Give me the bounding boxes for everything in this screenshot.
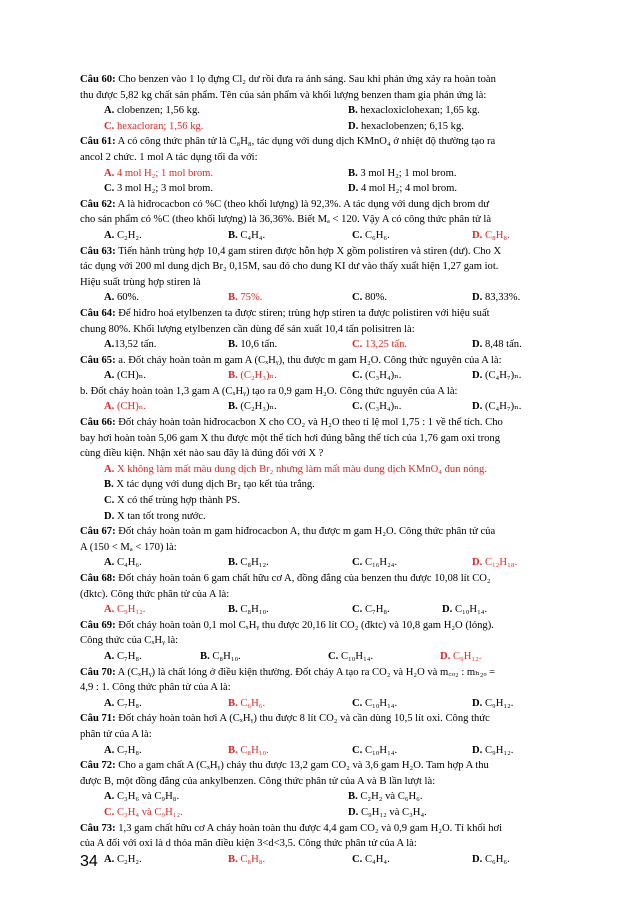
answer-option[interactable]	[104, 228, 142, 244]
option-text: C₄H₄.	[237, 229, 266, 241]
option-text: C₂H₂.	[114, 229, 142, 241]
answer-option[interactable]	[104, 602, 145, 618]
option-text: C₆H₆.	[237, 697, 266, 709]
question-text: được B, một đồng đẳng của ankylbenzen. Công thức phân tử của A và B lần lượt là:	[80, 775, 436, 787]
question-text: Hiệu suất trùng hợp stiren là	[80, 276, 201, 288]
question-12	[80, 711, 598, 758]
option-key: B.	[348, 791, 358, 803]
document-body	[80, 72, 598, 867]
question-10	[80, 618, 598, 665]
question-text: Cho benzen vào 1 lọ đựng Cl₂ dư rồi đưa ra ánh sáng. Sau khi phản ứng xảy ra hoàn toàn	[115, 74, 496, 85]
question-text: A (CₓHᵧ) là chất lỏng ở điều kiện thường. Đốt cháy A tạo ra CO₂ và H₂O và m꜀ₒ₂ : mₕ₂ₒ =	[115, 666, 496, 678]
option-key: A.	[104, 853, 115, 865]
answer-option[interactable]	[104, 555, 142, 571]
answer-option[interactable]	[348, 805, 427, 821]
option-text: clobenzen; 1,56 kg.	[114, 105, 200, 117]
answer-option[interactable]	[472, 290, 520, 306]
option-text: C₁₀H₁₄.	[338, 650, 374, 662]
answer-option[interactable]	[472, 743, 513, 759]
answer-option[interactable]	[104, 805, 183, 821]
question-text: A có công thức phân tử là C₈H₈, tác dụng với dung dịch KMnO₄ ở nhiệt độ thường tạo ra	[115, 136, 496, 148]
option-key: C.	[352, 697, 363, 709]
option-text: C₁₀H₁₄.	[362, 744, 398, 756]
option-text: C₂H₂.	[114, 853, 142, 865]
question-text-line	[80, 353, 598, 369]
option-key: D.	[472, 697, 483, 709]
question-6	[80, 384, 598, 415]
question-text: 4,9 : 1. Công thức phân tử của A là:	[80, 682, 231, 694]
answer-option[interactable]	[104, 337, 156, 353]
option-text: C₁₂H₁₈.	[482, 557, 518, 569]
answer-option[interactable]	[228, 228, 265, 244]
answer-option[interactable]	[228, 743, 269, 759]
question-text-line	[80, 633, 598, 649]
question-4	[80, 306, 598, 353]
option-key: A.	[104, 292, 115, 304]
option-key: A.	[104, 370, 115, 382]
answer-option[interactable]	[472, 368, 521, 384]
question-7	[80, 415, 598, 524]
option-key: B.	[228, 697, 238, 709]
question-label: Câu 65:	[80, 354, 116, 366]
question-text: cho sản phẩm có %C (theo khối lượng) là 36,36%. Biết Mₐ < 120. Vậy A có công thức phân tử là	[80, 214, 492, 226]
question-label: Câu 68:	[80, 573, 116, 584]
question-label: Câu 72:	[80, 760, 116, 772]
option-key: D.	[472, 292, 483, 304]
option-key: C.	[104, 183, 115, 195]
answer-option[interactable]	[228, 696, 265, 712]
option-text: C₁₀H₁₄.	[362, 697, 398, 709]
question-1	[80, 134, 598, 196]
answer-option[interactable]	[104, 103, 200, 119]
answer-option[interactable]	[348, 166, 456, 182]
option-key: B.	[228, 604, 238, 616]
answer-option[interactable]	[440, 649, 481, 665]
answer-option[interactable]	[228, 368, 277, 384]
answer-option[interactable]	[104, 743, 142, 759]
question-text-line	[80, 322, 598, 338]
question-label: Câu 61:	[80, 136, 116, 148]
option-text: 4 mol H₂; 4 mol brom.	[358, 183, 458, 195]
option-key: C.	[328, 650, 339, 662]
option-text: C₈H₁₀.	[209, 650, 241, 662]
option-key: B.	[228, 557, 238, 569]
question-text-line	[80, 150, 598, 166]
answer-option[interactable]	[352, 228, 390, 244]
answer-option[interactable]	[352, 852, 390, 868]
option-key: C.	[352, 853, 363, 865]
option-key: D.	[472, 370, 483, 382]
answer-option[interactable]	[104, 852, 142, 868]
question-text-line	[80, 587, 598, 603]
question-9	[80, 571, 598, 618]
question-text: b. Đốt cháy hoàn toàn 1,3 gam A (CₓHᵧ) tạo ra 0,9 gam H₂O. Công thức nguyên của A là:	[80, 385, 458, 397]
question-text-line	[80, 618, 598, 634]
answer-option[interactable]	[472, 337, 522, 353]
option-key: C.	[352, 339, 363, 351]
option-text: hexacloran; 1,56 kg.	[114, 120, 204, 132]
question-text: (đktc). Công thức phân tử của A là:	[80, 588, 230, 600]
option-text: C₈H₁₂.	[237, 557, 269, 569]
option-text: C₇H₈.	[114, 697, 142, 709]
option-text: (C₃H₄)ₙ.	[362, 370, 402, 382]
answer-option[interactable]	[104, 290, 139, 306]
question-text-line	[80, 275, 598, 291]
question-text-line	[80, 134, 598, 150]
question-text-line	[80, 836, 598, 852]
answer-option[interactable]	[352, 602, 390, 618]
answer-option[interactable]	[348, 181, 457, 197]
option-key: D.	[348, 806, 359, 818]
question-text: Đốt cháy hoàn toàn m gam hiđrocacbon A, thu được m gam H₂O. Công thức phân tử của	[115, 526, 496, 538]
question-text: Đốt cháy hoàn toàn 0,1 mol CₓHᵧ thu được 20,16 lít CO₂ (đktc) và 10,8 gam H₂O (lỏng).	[115, 619, 494, 631]
option-text: 13,25 tấn.	[362, 339, 408, 351]
question-label: Câu 71:	[80, 713, 116, 725]
question-text: Đốt cháy hoàn toàn 6 gam chất hữu cơ A, đồng đẳng của benzen thu được 10,08 lít CO₂	[115, 573, 491, 584]
question-label: Câu 69:	[80, 619, 116, 631]
answer-option[interactable]	[352, 290, 387, 306]
option-text: C₃H₆ và C₉H₈.	[114, 791, 180, 803]
answer-option[interactable]	[104, 181, 213, 197]
option-key: A.	[104, 604, 115, 616]
answer-option[interactable]	[104, 696, 142, 712]
option-key: C.	[352, 604, 363, 616]
option-text: C₉H₁₂ và C₃H₄.	[358, 806, 427, 818]
option-text: 80%.	[362, 292, 388, 304]
option-key: A.	[104, 697, 115, 709]
answer-option[interactable]	[104, 368, 146, 384]
answer-option[interactable]	[104, 462, 487, 478]
option-key: B.	[228, 370, 238, 382]
question-text: thu được 5,82 kg chất sản phẩm. Tên của sản phẩm và khối lượng benzen tham gia phản ứng là:	[80, 89, 487, 101]
option-key: C.	[104, 120, 115, 132]
option-text: (CH)ₙ.	[114, 370, 146, 382]
answer-option[interactable]	[328, 649, 373, 665]
option-text: C₁₀H₁₄.	[452, 604, 488, 616]
option-text: C₆H₆.	[482, 853, 510, 865]
question-3	[80, 244, 598, 306]
answer-option[interactable]	[352, 399, 401, 415]
answer-option[interactable]	[472, 228, 510, 244]
answer-option[interactable]	[200, 649, 241, 665]
option-text: C₇H₈.	[114, 650, 142, 662]
question-13	[80, 758, 598, 820]
question-text: chung 80%. Khối lượng etylbenzen cần dùng để sản xuất 10,4 tấn polisitren là:	[80, 323, 415, 335]
option-key: C.	[352, 744, 363, 756]
option-text: X tan tốt trong nước.	[114, 510, 206, 522]
question-text-line	[80, 571, 598, 587]
answer-option[interactable]	[104, 399, 146, 415]
option-key: D.	[440, 650, 451, 662]
option-key: A.	[104, 339, 115, 351]
option-text: (C₄H₇)ₙ.	[482, 401, 522, 413]
option-key: D.	[472, 229, 483, 241]
option-key: B.	[228, 292, 238, 304]
option-key: A.	[104, 791, 115, 803]
option-key: B.	[228, 853, 238, 865]
question-text: 1,3 gam chất hữu cơ A cháy hoàn toàn thu được 4,4 gam CO₂ và 0,9 gam H₂O. Tỉ khối hơi	[115, 822, 503, 834]
option-text: 13,52 tấn.	[114, 339, 157, 351]
question-text-line	[80, 774, 598, 790]
option-text: C₉H₁₂.	[450, 650, 482, 662]
option-key: D.	[442, 604, 453, 616]
question-14	[80, 821, 598, 868]
option-text: hexaclobenzen; 6,15 kg.	[358, 120, 464, 132]
question-text: tác dụng với 200 ml dung dịch Br₂ 0,15M, sau đó cho dung KI dư vào thấy xuất hiện 1,27 gam iot.	[80, 261, 499, 273]
question-text: Đốt cháy hoàn toàn hiđrocacbon X cho CO₂ và H₂O theo tỉ lệ mol 1,75 : 1 về thể tích. Cho	[115, 417, 503, 429]
option-text: C₈H₈.	[482, 229, 510, 241]
question-label: Câu 66:	[80, 417, 116, 429]
option-key: C.	[104, 495, 115, 507]
question-text-line	[80, 727, 598, 743]
option-key: D.	[472, 853, 483, 865]
answer-option[interactable]	[228, 399, 277, 415]
option-text: C₃H₄ và C₉H₁₂.	[114, 806, 183, 818]
answer-option[interactable]	[104, 166, 213, 182]
option-key: B.	[228, 339, 238, 351]
question-text: Cho a gam chất A (CₓHᵧ) cháy thu được 13,2 gam CO₂ và 3,6 gam H₂O. Tam hợp A thu	[115, 760, 489, 772]
option-key: A.	[104, 557, 115, 569]
option-text: 10,6 tấn.	[237, 339, 278, 351]
option-key: D.	[472, 557, 483, 569]
option-key: D.	[348, 120, 359, 132]
option-key: A.	[104, 229, 115, 241]
option-text: C₉H₁₂.	[482, 697, 514, 709]
question-text-line	[80, 758, 598, 774]
question-text: cùng điều kiện. Nhận xét nào sau đây là đúng đối với X ?	[80, 448, 324, 460]
option-key: B.	[228, 744, 238, 756]
answer-option[interactable]	[104, 477, 315, 493]
answer-option[interactable]	[472, 399, 521, 415]
question-text-line	[80, 524, 598, 540]
option-key: B.	[104, 479, 114, 491]
option-text: C₉H₁₂.	[114, 604, 146, 616]
option-key: A.	[104, 401, 115, 413]
answer-option[interactable]	[352, 696, 397, 712]
question-5	[80, 353, 598, 384]
option-text: 3 mol H₂; 3 mol brom.	[114, 183, 214, 195]
option-text: (CH)ₙ.	[114, 401, 146, 413]
question-text-line	[80, 306, 598, 322]
question-0	[80, 72, 598, 134]
option-text: 3 mol H₂; 1 mol brom.	[357, 167, 457, 179]
answer-option[interactable]	[104, 493, 240, 509]
option-text: C₈H₈.	[237, 853, 266, 865]
option-key: A.	[104, 105, 115, 117]
answer-option[interactable]	[472, 852, 510, 868]
question-text-line	[80, 711, 598, 727]
option-text: C₂H₂ và C₆H₆.	[357, 791, 423, 803]
question-text: a. Đốt cháy hoàn toàn m gam A (CₓHᵧ), thu được m gam H₂O. Công thức nguyên của A là:	[115, 354, 502, 366]
option-key: C.	[352, 292, 363, 304]
option-key: D.	[472, 401, 483, 413]
answer-option[interactable]	[228, 602, 269, 618]
question-text-line	[80, 384, 598, 400]
answer-option[interactable]	[472, 555, 517, 571]
question-text-line	[80, 88, 598, 104]
question-label: Câu 62:	[80, 198, 116, 210]
option-text: C₄H₆.	[114, 557, 142, 569]
option-key: C.	[352, 401, 363, 413]
option-text: X tác dụng với dung dịch Br₂ tạo kết tủa trắng.	[113, 479, 315, 491]
question-label: Câu 60:	[80, 74, 116, 85]
answer-option[interactable]	[228, 555, 269, 571]
option-text: 4 mol H₂; 1 mol brom.	[114, 167, 214, 179]
option-text: C₇H₈.	[114, 744, 142, 756]
option-text: C₉H₁₂.	[482, 744, 514, 756]
question-2	[80, 197, 598, 244]
option-key: B.	[228, 229, 238, 241]
option-text: C₄H₄.	[362, 853, 390, 865]
question-text: Để hiđro hoá etylbenzen ta được stiren; trùng hợp stiren ta được polistiren với hiệu suất	[115, 307, 490, 319]
option-text: C₈H₁₀.	[237, 604, 269, 616]
option-text: (C₂H₃)ₙ.	[237, 370, 277, 382]
question-text-line	[80, 431, 598, 447]
question-label: Câu 73:	[80, 822, 116, 834]
option-key: C.	[352, 229, 363, 241]
option-key: D.	[348, 183, 359, 195]
question-8	[80, 524, 598, 571]
answer-option[interactable]	[228, 337, 277, 353]
question-label: Câu 64:	[80, 307, 116, 319]
question-text: của A đối với oxi là d thỏa mãn điều kiện 3<d<3,5. Công thức phân tử của A là:	[80, 838, 417, 850]
option-key: C.	[104, 806, 115, 818]
option-text: 60%.	[114, 292, 140, 304]
option-text: 8,48 tấn.	[482, 339, 522, 351]
option-key: D.	[104, 510, 115, 522]
option-text: X có thể trùng hợp thành PS.	[114, 495, 240, 507]
option-text: C₁₆H₂₄.	[362, 557, 398, 569]
answer-option[interactable]	[228, 852, 265, 868]
option-key: B.	[228, 401, 238, 413]
option-text: 83,33%.	[482, 292, 521, 304]
option-text: 75%.	[237, 292, 263, 304]
question-label: Câu 67:	[80, 526, 116, 538]
answer-option[interactable]	[228, 290, 262, 306]
question-text: A (150 < Mₐ < 170) là:	[80, 541, 177, 553]
question-text: Đốt cháy hoàn toàn hơi A (CₓHᵧ) thu được 8 lít CO₂ và cần dùng 10,5 lít oxi. Công thức	[115, 713, 490, 725]
question-text-line	[80, 259, 598, 275]
answer-option[interactable]	[472, 696, 513, 712]
question-11	[80, 665, 598, 712]
option-key: D.	[472, 339, 483, 351]
option-text: (C₃H₄)ₙ.	[362, 401, 402, 413]
option-key: A.	[104, 463, 115, 475]
answer-option[interactable]	[104, 509, 206, 525]
page-number: 34	[80, 853, 98, 870]
question-text-line	[80, 821, 598, 837]
question-label: Câu 63:	[80, 245, 116, 257]
option-key: C.	[352, 557, 363, 569]
option-text: (C₄H₇)ₙ.	[482, 370, 522, 382]
option-text: (C₂H₃)ₙ.	[237, 401, 277, 413]
question-text-line	[80, 415, 598, 431]
option-key: D.	[472, 744, 483, 756]
question-text-line	[80, 540, 598, 556]
answer-option[interactable]	[348, 789, 423, 805]
question-text-line	[80, 680, 598, 696]
option-key: C.	[352, 370, 363, 382]
question-text-line	[80, 665, 598, 681]
question-text: bay hơi hoàn toàn 5,06 gam X thu được một thể tích hơi đúng bằng thể tích của 1,76 gam oxi trong	[80, 432, 501, 444]
option-key: A.	[104, 744, 115, 756]
question-text: ancol 2 chức. 1 mol A tác dụng tối đa với:	[80, 151, 258, 163]
question-text-line	[80, 446, 598, 462]
option-text: X không làm mất màu dung dịch Br₂ nhưng làm mất màu dung dịch KMnO₄ đun nóng.	[114, 463, 487, 475]
question-text: A là hiđrocacbon có %C (theo khối lượng) là 92,3%. A tác dụng với dung dịch brom dư	[115, 198, 490, 210]
answer-option[interactable]	[348, 119, 464, 135]
answer-option[interactable]	[442, 602, 487, 618]
answer-option[interactable]	[104, 119, 203, 135]
question-text-line	[80, 197, 598, 213]
question-text-line	[80, 72, 598, 88]
question-text-line	[80, 212, 598, 228]
question-text-line	[80, 244, 598, 260]
question-label: Câu 70:	[80, 666, 116, 678]
question-text: Công thức của CₓHᵧ là:	[80, 635, 179, 647]
option-key: B.	[348, 167, 358, 179]
answer-option[interactable]	[352, 337, 407, 353]
answer-option[interactable]	[352, 368, 401, 384]
option-key: B.	[348, 105, 358, 117]
option-text: C₈H₁₀.	[237, 744, 269, 756]
answer-option[interactable]	[352, 743, 397, 759]
question-text: Tiến hành trùng hợp 10,4 gam stiren được hỗn hợp X gồm polistiren và stiren (dư). Cho X	[115, 245, 502, 257]
option-key: B.	[200, 650, 210, 662]
answer-option[interactable]	[104, 789, 179, 805]
option-key: A.	[104, 167, 115, 179]
option-key: A.	[104, 650, 115, 662]
answer-option[interactable]	[104, 649, 142, 665]
option-text: C₆H₆.	[362, 229, 390, 241]
answer-option[interactable]	[352, 555, 397, 571]
option-text: hexacloxiclohexan; 1,65 kg.	[357, 105, 480, 117]
option-text: C₇H₈.	[362, 604, 390, 616]
question-text: phân tử của A là:	[80, 728, 152, 740]
answer-option[interactable]	[348, 103, 480, 119]
